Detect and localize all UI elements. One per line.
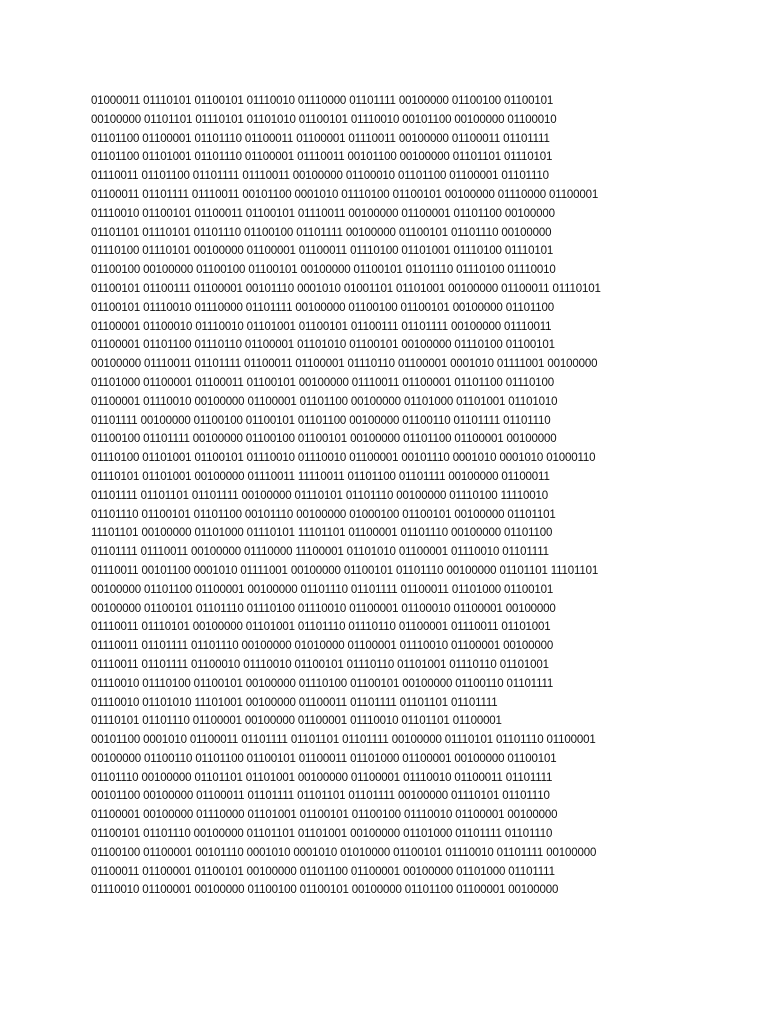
binary-text-line: 01100001 00100000 01110000 01101001 01100101 01100100 01110010 01100001 00100000 xyxy=(91,809,558,822)
binary-text-line: 01100001 01101100 01110110 01100001 01101010 01100101 00100000 01110100 01100101 xyxy=(91,339,555,352)
binary-text-line: 01110010 01100001 00100000 01100100 01100101 00100000 01101100 01100001 00100000 xyxy=(91,884,559,897)
binary-text-line: 01100001 01100010 01110010 01101001 01100101 01100111 01101111 00100000 01110011 xyxy=(91,320,552,333)
binary-text-line: 01100001 01110010 00100000 01100001 01101100 00100000 01101000 01101001 01101010 xyxy=(91,395,558,408)
binary-text-line: 00100000 01110011 01101111 01100011 01100001 01110110 01100001 0001010 01111001 00100000 xyxy=(91,358,598,371)
binary-text-line: 01100101 01110010 01110000 01101111 00100000 01100100 01100101 00100000 01101100 xyxy=(91,301,554,314)
binary-text-line: 01110100 01110101 00100000 01100001 01100011 01110100 01101001 01110100 01110101 xyxy=(91,245,554,258)
binary-text-line: 01100011 01100001 01100101 00100000 01101100 01100001 00100000 01101000 01101111 xyxy=(91,865,555,878)
binary-text-line: 00100000 01100101 01101110 01110100 01110010 01100001 01100010 01100001 00100000 xyxy=(91,602,556,615)
binary-text-line: 00100000 01101100 01100001 00100000 01101110 01101111 01100011 01101000 01100101 xyxy=(91,583,554,596)
binary-text-line: 01110011 00101100 0001010 01111001 00100000 01100101 01101110 00100000 01101101 11101101 xyxy=(91,564,599,577)
binary-text-line: 01100101 01101110 00100000 01101101 01101001 00100000 01101000 01101111 01101110 xyxy=(91,828,553,841)
binary-text-line: 01110010 01100101 01100011 01100101 01110011 00100000 01100001 01101100 00100000 xyxy=(91,207,555,220)
binary-text-line: 01101101 01110101 01101110 01100100 01101111 00100000 01100101 01101110 00100000 xyxy=(91,226,552,239)
binary-text-line: 01101100 01100001 01101110 01100011 01100001 01110011 00100000 01100011 01101111 xyxy=(91,132,550,145)
binary-text-line: 00101100 0001010 01100011 01101111 01101101 01101111 00100000 01110101 01101110 01100001 xyxy=(91,734,596,747)
binary-text-line: 00101100 00100000 01100011 01101111 01101101 01101111 00100000 01110101 01101110 xyxy=(91,790,550,803)
binary-text-line: 01110011 01101111 01100010 01110010 01100101 01110110 01101001 01110110 01101001 xyxy=(91,658,549,671)
binary-text-line: 01100101 01100111 01100001 00101110 0001010 01001101 01101001 00100000 01100011 01110101 xyxy=(91,282,601,295)
binary-text-line: 11101101 00100000 01101000 01110101 11101101 01100001 01101110 00100000 01101100 xyxy=(91,527,553,540)
document-page xyxy=(91,92,691,900)
binary-text-line: 01101110 01100101 01101100 00101110 00100000 01000100 01100101 00100000 01101101 xyxy=(91,508,556,521)
binary-text-line: 01100100 01100001 00101110 0001010 0001010 01010000 01100101 01110010 01101111 00100000 xyxy=(91,846,597,859)
binary-text-line: 01100011 01101111 01110011 00101100 0001010 01110100 01100101 00100000 01110000 01100001 xyxy=(91,188,599,201)
binary-text-line: 01110011 01110101 00100000 01101001 01101110 01110110 01100001 01110011 01101001 xyxy=(91,621,551,634)
binary-text-line: 01110011 01101111 01101110 00100000 01010000 01100001 01110010 01100001 00100000 xyxy=(91,640,554,653)
binary-text-line: 01110101 01101001 00100000 01110011 11110011 01101100 01101111 00100000 01100011 xyxy=(91,470,550,483)
binary-text-line: 01110011 01101100 01101111 01110011 00100000 01100010 01101100 01100001 01101110 xyxy=(91,170,549,183)
binary-text-line: 01101111 01101101 01101111 00100000 01110101 01101110 00100000 01110100 11110010 xyxy=(91,489,548,502)
binary-text-line: 01101111 00100000 01100100 01100101 01101100 00100000 01100110 01101111 01101110 xyxy=(91,414,551,427)
binary-text-line: 01000011 01110101 01100101 01110010 01110000 01101111 00100000 01100100 01100101 xyxy=(91,95,554,107)
binary-text-line: 01110010 01110100 01100101 00100000 01110100 01100101 00100000 01100110 01101111 xyxy=(91,677,554,690)
binary-text-line: 01100100 01101111 00100000 01100100 01100101 00100000 01101100 01100001 00100000 xyxy=(91,433,557,446)
binary-text-line: 01101111 01110011 00100000 01110000 11100001 01101010 01100001 01110010 01101111 xyxy=(91,546,549,559)
binary-text-line: 01101100 01101001 01101110 01100001 01110011 00101100 00100000 01101101 01110101 xyxy=(91,151,553,164)
binary-text-line: 01101110 00100000 01101101 01101001 00100000 01100001 01110010 01100011 01101111 xyxy=(91,771,553,784)
binary-text-line: 00100000 01100110 01101100 01100101 01100011 01101000 01100001 00100000 01100101 xyxy=(91,752,557,765)
binary-text-line: 01100100 00100000 01100100 01100101 00100000 01100101 01101110 01110100 01110010 xyxy=(91,264,556,277)
binary-text-line: 00100000 01101101 01110101 01101010 01100101 01110010 00101100 00100000 01100010 xyxy=(91,113,557,126)
binary-text-line: 01110100 01101001 01100101 01110010 01110010 01100001 00101110 0001010 0001010 01000110 xyxy=(91,452,596,465)
binary-text-line: 01110010 01101010 11101001 00100000 01100011 01101111 01101101 01101111 xyxy=(91,696,498,709)
binary-text-line: 01110101 01101110 01100001 00100000 01100001 01110010 01101101 01100001 xyxy=(91,715,502,728)
binary-text-line: 01101000 01100001 01100011 01100101 00100000 01110011 01100001 01101100 01110100 xyxy=(91,376,554,389)
